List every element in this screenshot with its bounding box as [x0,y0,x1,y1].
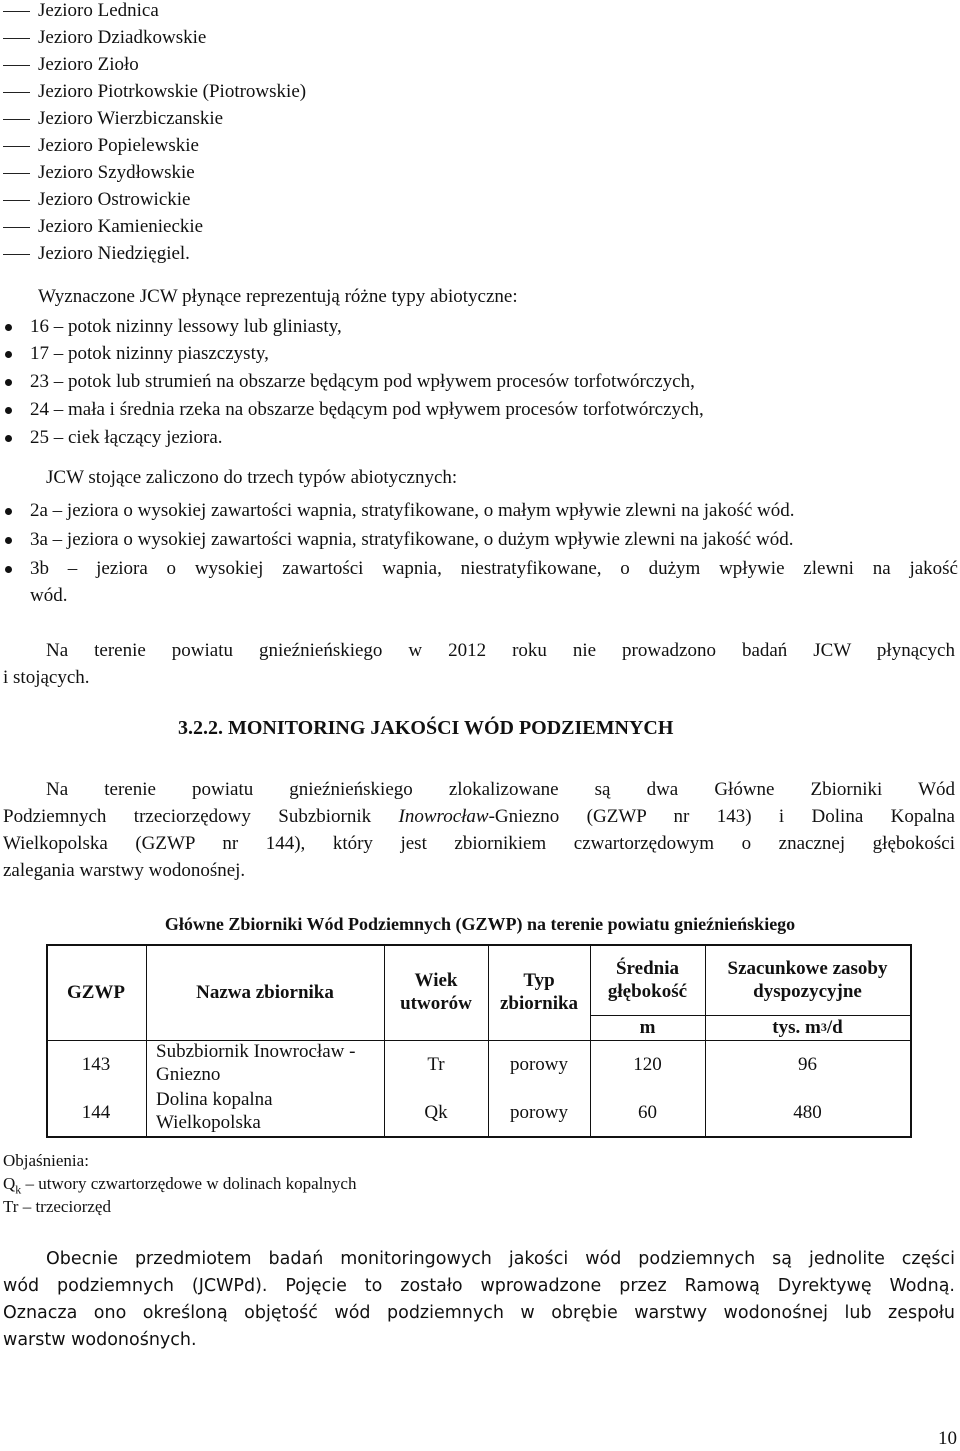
table-cell: 143 [81,1053,111,1075]
dash-icon [3,65,30,66]
bullet-icon [5,435,12,442]
legend-title: Objaśnienia: [3,1151,89,1170]
table-caption: Główne Zbiorniki Wód Podziemnych (GZWP) na terenie powiatu gnieźnieńskiego [164,914,796,934]
legend-tr: Tr – trzeciorzęd [3,1197,111,1216]
table-cell: 120 [633,1053,662,1075]
jcwpd-paragraph: Obecnie przedmiotem badań monitoringowych jakości wód podziemnych są jednolite części wód podziemnych (JCWPd). Pojęcie to zostało wprowadzone przez Ramową Dyrektywę Wodną. Oznacza ono określoną objętość wód podziemnych w obrębie warstwy wodonośnej lub zespołu warstw wodonośnych. [3,1249,955,1350]
gzwp-paragraph: Na terenie powiatu gnieźnieńskiego zlokalizowane są dwa Główne Zbiorniki Wód Podziemnych trzeciorzędowy Subzbiornik Inowrocław-Gniezno (GZWP nr 143) i Dolina Kopalna Wielkopolska (GZWP nr 144), który jest zbiornikiem czwartorzędowym o znacznej głębokości zalegania warstwy wodonośnej. [3,779,955,881]
table-cell: porowy [509,1101,569,1123]
bullet-icon [5,351,12,358]
gzwp-table [46,944,912,1138]
table-cell: Dolina kopalna Wielkopolska [156,1089,273,1133]
legend-qk: $Q_k$ – utwory czwartorzędowe w dolinach kopalnych [3,1174,357,1197]
page-number: 10 [938,1428,957,1449]
header-depth: Średnia głębokość [607,957,688,1002]
standing-intro: JCW stojące zaliczono do trzech typów abiotycznych: [46,467,458,488]
document-page: Jezioro Lednica Jezioro Dziadkowskie Jezioro Zioło Jezioro Piotrkowskie (Piotrowskie) Jezioro Wierzbiczanskie Jezioro Popielewskie Jezioro Szydłowskie Jezioro Ostrowickie Jezioro Kamienieckie Jezioro Niedzięgiel. Wyznaczone JCW płynące reprezentują różne typy abiotyczne: 16 – potok nizinny lessowy lub gliniasty, 17 – potok nizinny piaszczysty, 23 – potok lub strumień na obszarze będącym pod wpływem procesów torfotwórczych, 24 – mała i średnia rzeka na obszarze będącym pod wpływem procesów torfotwórczych, 25 – ciek łączący jeziora. JCW stojące zaliczono do trzech typów abiotycznych: 2a – jeziora o wysokiej zawartości wapnia, stratyfikowane, o małym wpływie zlewni na jakość wód. 3a – jeziora o wysokiej zawartości wapnia, stratyfikowane, o dużym wpływie zlewni na jakość wód. 3b – jeziora o wysokiej zawartości wapnia, niestratyfikowane, o dużym wpływie zlewni na jakość wód. Na terenie powiatu gnieźnieńskiego w 2012 roku nie prowadzono badań JCW płynących i stojących. 3.2.2. MONITORING JAKOŚCI WÓD PODZIEMNYCH Na terenie powiatu gnieźnieńskiego zlokalizowane są dwa Główne Zbiorniki Wód Podziemnych trzeciorzędowy Subzbiornik Inowrocław-Gniezno (GZWP nr 143) i Dolina Kopalna Wielkopolska (GZWP nr 144), który jest zbiornikiem czwartorzędowym o znacznej głębokości zalegania warstwy wodonośnej. Główne Zbiorniki Wód Podziemnych (GZWP) na terenie powiatu gnieźnieńskiego GZWP Nazwa zbiornika Wiek utworów Typ zbiornika Średnia głębokość Szacunkowe zasoby dyspozycyjne m tys. m 3 /d 143 Subzbiornik Inowrocław - Gniezno Tr porowy 120 96 144 Dolina kopalna Wielkopolska Qk porowy 60 480 Objaśnienia: $Q_k$ – utwory czwartorzędowe w dolinach kopalnych Tr – trzeciorzęd Obecnie przedmiotem badań monitoringowych jakości wód podziemnych są jednolite części wód podziemnych (JCWPd). Pojęcie to zostało wprowadzone przez Ramową Dyrektywę Wodną. Oznacza ono określoną objętość wód podziemnych w obrębie warstwy wodonośnej lub zespołu warstw wodonośnych. 10 [0,0,960,1451]
dash-icon [3,119,30,120]
no-research-paragraph: Na terenie powiatu gnieźnieńskiego w 2012 roku nie prowadzono badań JCW płynących i stojących. [3,640,955,688]
flowing-intro: Wyznaczone JCW płynące reprezentują różne typy abiotyczne: [38,286,518,307]
dash-icon [3,146,30,147]
header-reserves: Szacunkowe zasoby dyspozycyjne [727,957,888,1002]
header-gzwp: GZWP [66,981,126,1003]
table-cell: 60 [638,1101,657,1123]
bullet-icon [5,324,12,331]
bullet-icon [5,379,12,386]
bullet-icon [5,537,12,544]
bullet-icon [5,508,12,515]
dash-icon [3,200,30,201]
table-cell: 480 [793,1101,822,1123]
table-border [46,1136,912,1138]
header-age: Wiek utworów [400,970,472,1014]
table-cell: 96 [798,1053,817,1075]
dash-icon [3,38,30,39]
table-cell: Qk [424,1101,448,1123]
section-heading: 3.2.2. MONITORING JAKOŚCI WÓD PODZIEMNYCH [178,717,674,739]
header-reserves-unit: tys. m 3 /d [772,1017,843,1038]
table-cell: Tr [427,1053,445,1075]
table-cell: Subzbiornik Inowrocław - Gniezno [156,1041,356,1085]
dash-icon [3,11,30,12]
table-border [910,944,912,1138]
dash-icon [3,92,30,93]
bullet-icon [5,407,12,414]
header-name: Nazwa zbiornika [196,981,334,1003]
dash-icon [3,254,30,255]
bullet-icon [5,566,12,573]
header-depth-unit: m [639,1017,656,1038]
header-type: Typ zbiornika [499,970,579,1014]
dash-icon [3,227,30,228]
table-cell: 144 [81,1101,111,1123]
table-cell: porowy [509,1053,569,1075]
list-item-continuation: wód. [30,585,68,606]
dash-icon [3,173,30,174]
